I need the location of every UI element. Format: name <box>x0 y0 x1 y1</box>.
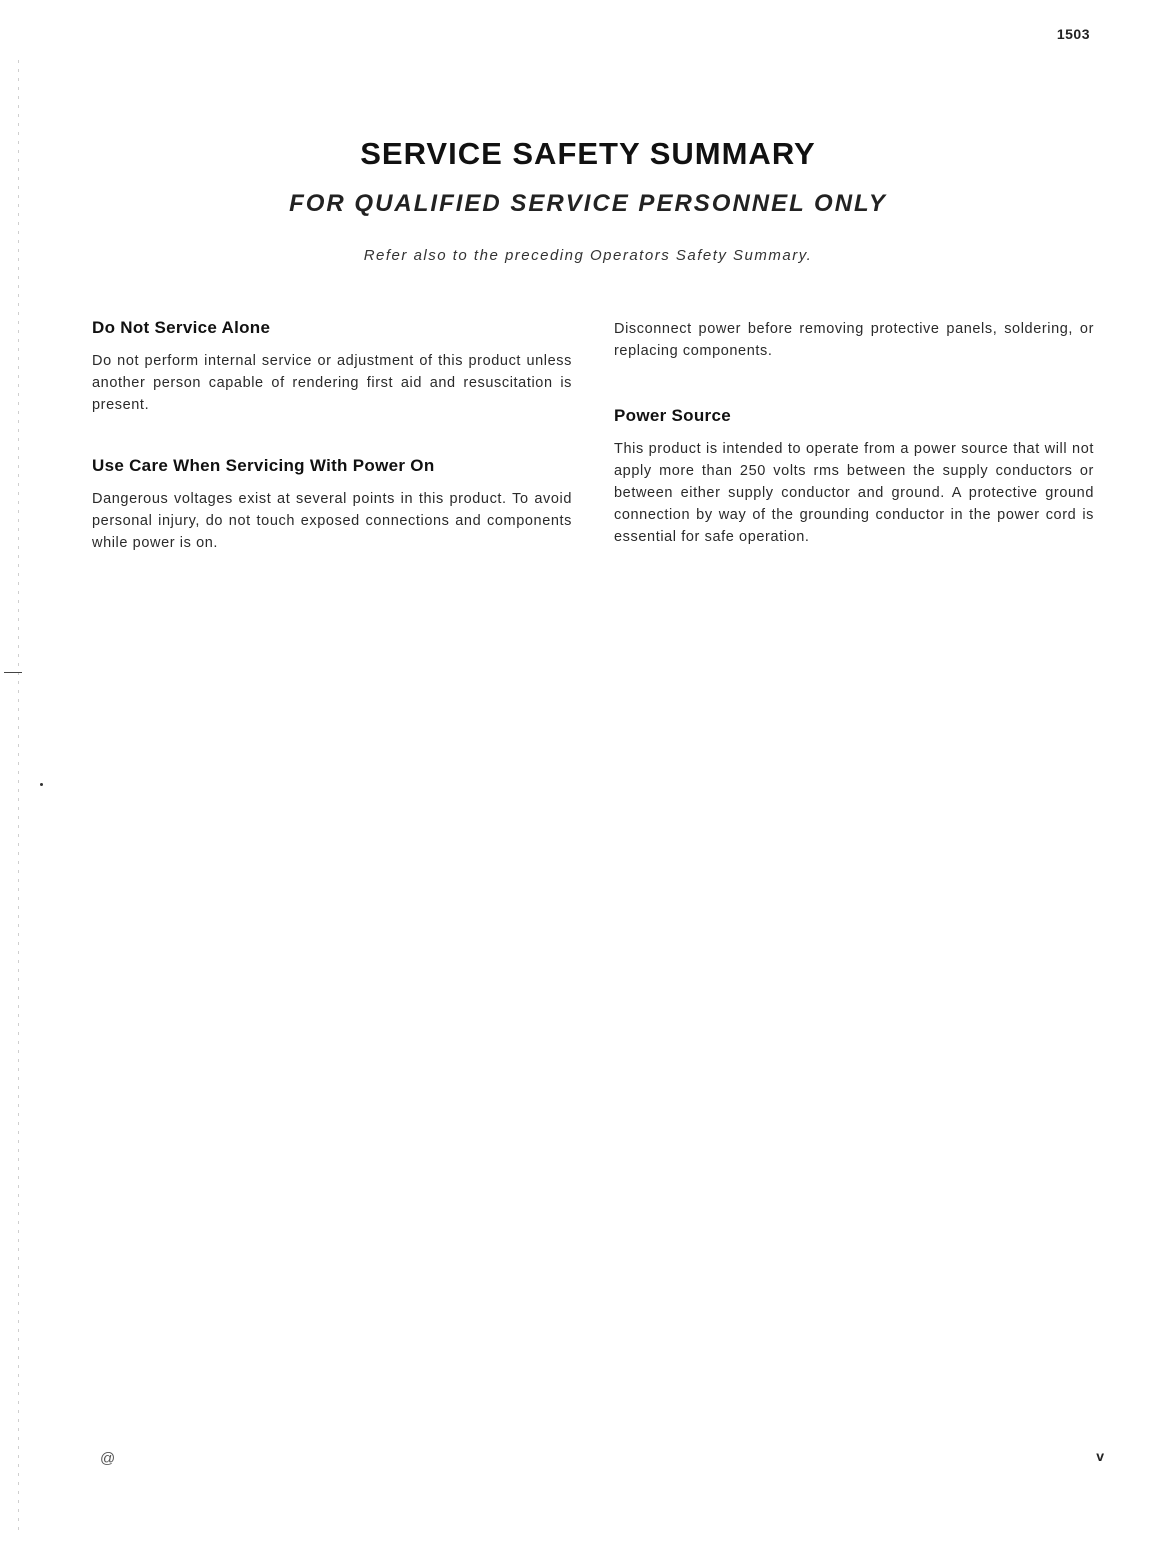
section-heading: Do Not Service Alone <box>92 318 271 337</box>
disconnect-power-note: Disconnect power before removing protective panels, soldering, or replacing components. <box>614 321 1094 359</box>
left-column <box>92 318 572 594</box>
right-column <box>614 318 1094 588</box>
refer-note: Refer also to the preceding Operators Safety Summary. <box>363 247 813 264</box>
section-body: This product is intended to operate from a power source that will not apply more than 250 volts rms between the supply conductors or between either supply conductor and ground. A protective ground connection by way of the grounding conductor in the power cord is essential for safe operation. <box>614 441 1094 545</box>
section-use-care-power-on <box>92 456 572 554</box>
copyright-mark: @ <box>100 1450 116 1467</box>
scan-speck <box>40 783 43 786</box>
section-body: Dangerous voltages exist at several points in this product. To avoid personal injury, do not touch exposed connections and components while power is on. <box>92 491 572 551</box>
scan-edge-marks <box>18 60 19 1530</box>
page-subtitle: FOR QUALIFIED SERVICE PERSONNEL ONLY <box>289 190 887 217</box>
section-body: Do not perform internal service or adjustment of this product unless another person capable of rendering first aid and resuscitation is present. <box>92 353 572 413</box>
section-do-not-service-alone <box>92 318 572 416</box>
section-heading: Power Source <box>614 406 731 425</box>
footer-page-number: v <box>1096 1448 1104 1464</box>
section-heading: Use Care When Servicing With Power On <box>92 456 435 475</box>
page-title: SERVICE SAFETY SUMMARY <box>360 136 816 171</box>
scan-edge-tick <box>4 672 22 673</box>
page-number: 1503 <box>1056 26 1090 42</box>
section-power-source <box>614 406 1094 548</box>
